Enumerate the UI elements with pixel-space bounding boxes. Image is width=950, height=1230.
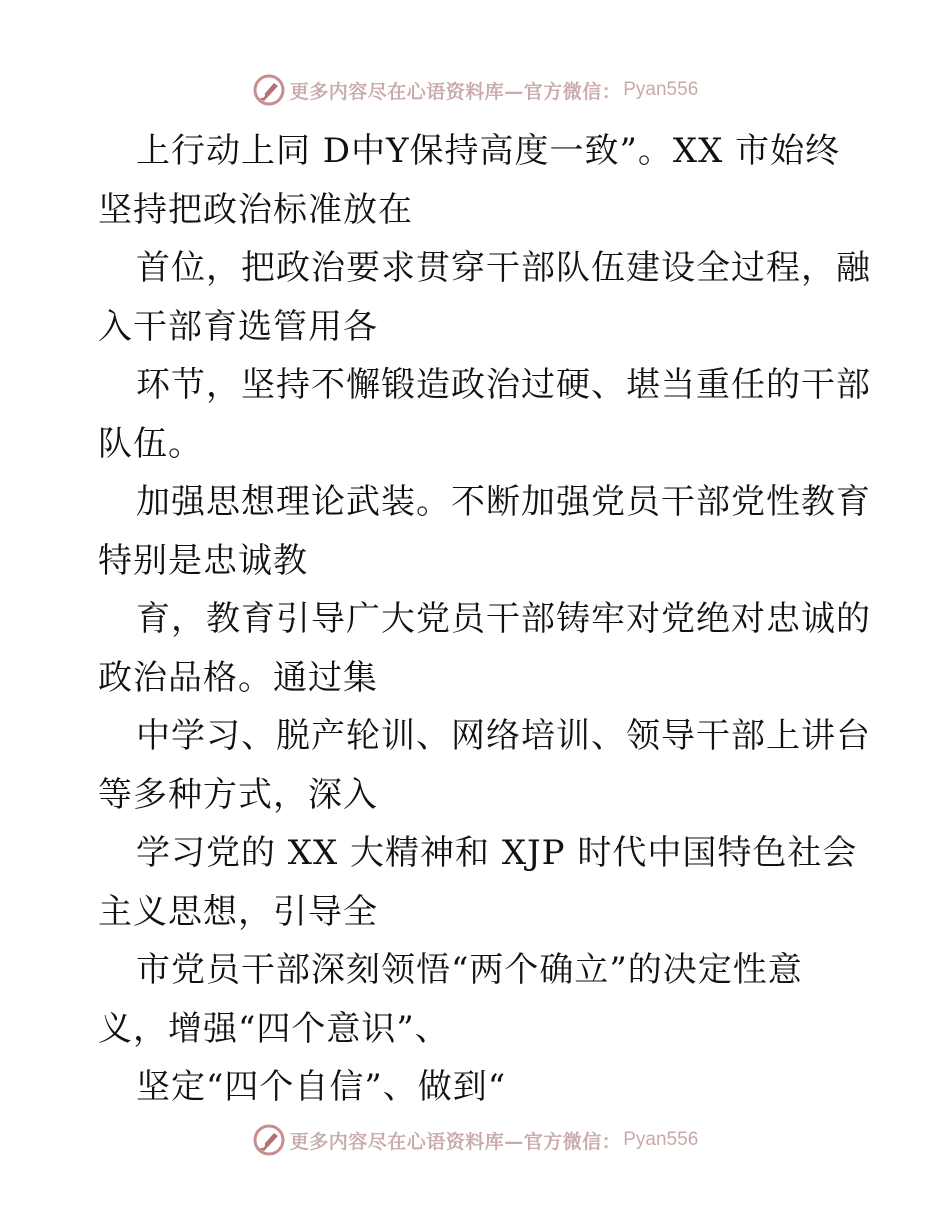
header-watermark bbox=[0, 70, 950, 110]
text-line: 义，增强“四个意识”、 bbox=[98, 1008, 450, 1049]
text-line: 加强思想理论武装。不断加强党员干部党性教育 bbox=[136, 482, 871, 522]
watermark-text: 更多内容尽在心语资料库—官方微信： bbox=[289, 80, 622, 103]
text-line: 育，教育引导广大党员干部铸牢对党绝对忠诚的 bbox=[136, 599, 871, 639]
watermark-text: 更多内容尽在心语资料库—官方微信： bbox=[289, 1130, 622, 1153]
pen-logo-icon bbox=[252, 1123, 286, 1157]
text-line: 学习党的 XX 大精神和 XJP 时代中国特色社会 bbox=[136, 833, 858, 873]
watermark-account: Pyan556 bbox=[623, 79, 699, 100]
text-line: 首位，把政治要求贯穿干部队伍建设全过程，融 bbox=[136, 248, 871, 288]
text-line: 坚持把政治标准放在 bbox=[98, 189, 413, 230]
text-line: 特别是忠诚教 bbox=[98, 540, 308, 581]
text-line: 市党员干部深刻领悟“两个确立”的决定性意 bbox=[136, 950, 803, 990]
text-line: 坚定“四个自信”、做到“ bbox=[136, 1067, 507, 1107]
text-line: 上行动上同 D中Y保持高度一致”。XX 市始终 bbox=[136, 131, 841, 171]
pen-logo-icon bbox=[252, 73, 286, 107]
watermark-account: Pyan556 bbox=[623, 1129, 699, 1150]
document-body bbox=[98, 122, 871, 1117]
text-line: 入干部育选管用各 bbox=[98, 306, 378, 347]
text-line: 等多种方式，深入 bbox=[98, 774, 378, 815]
text-line: 主义思想，引导全 bbox=[98, 891, 378, 932]
text-line: 环节，坚持不懈锻造政治过硬、堪当重任的干部 bbox=[136, 365, 871, 405]
text-line: 队伍。 bbox=[98, 423, 203, 464]
text-line: 中学习、脱产轮训、网络培训、领导干部上讲台 bbox=[136, 716, 871, 756]
text-line: 政治品格。通过集 bbox=[98, 657, 378, 698]
footer-watermark bbox=[0, 1120, 950, 1160]
